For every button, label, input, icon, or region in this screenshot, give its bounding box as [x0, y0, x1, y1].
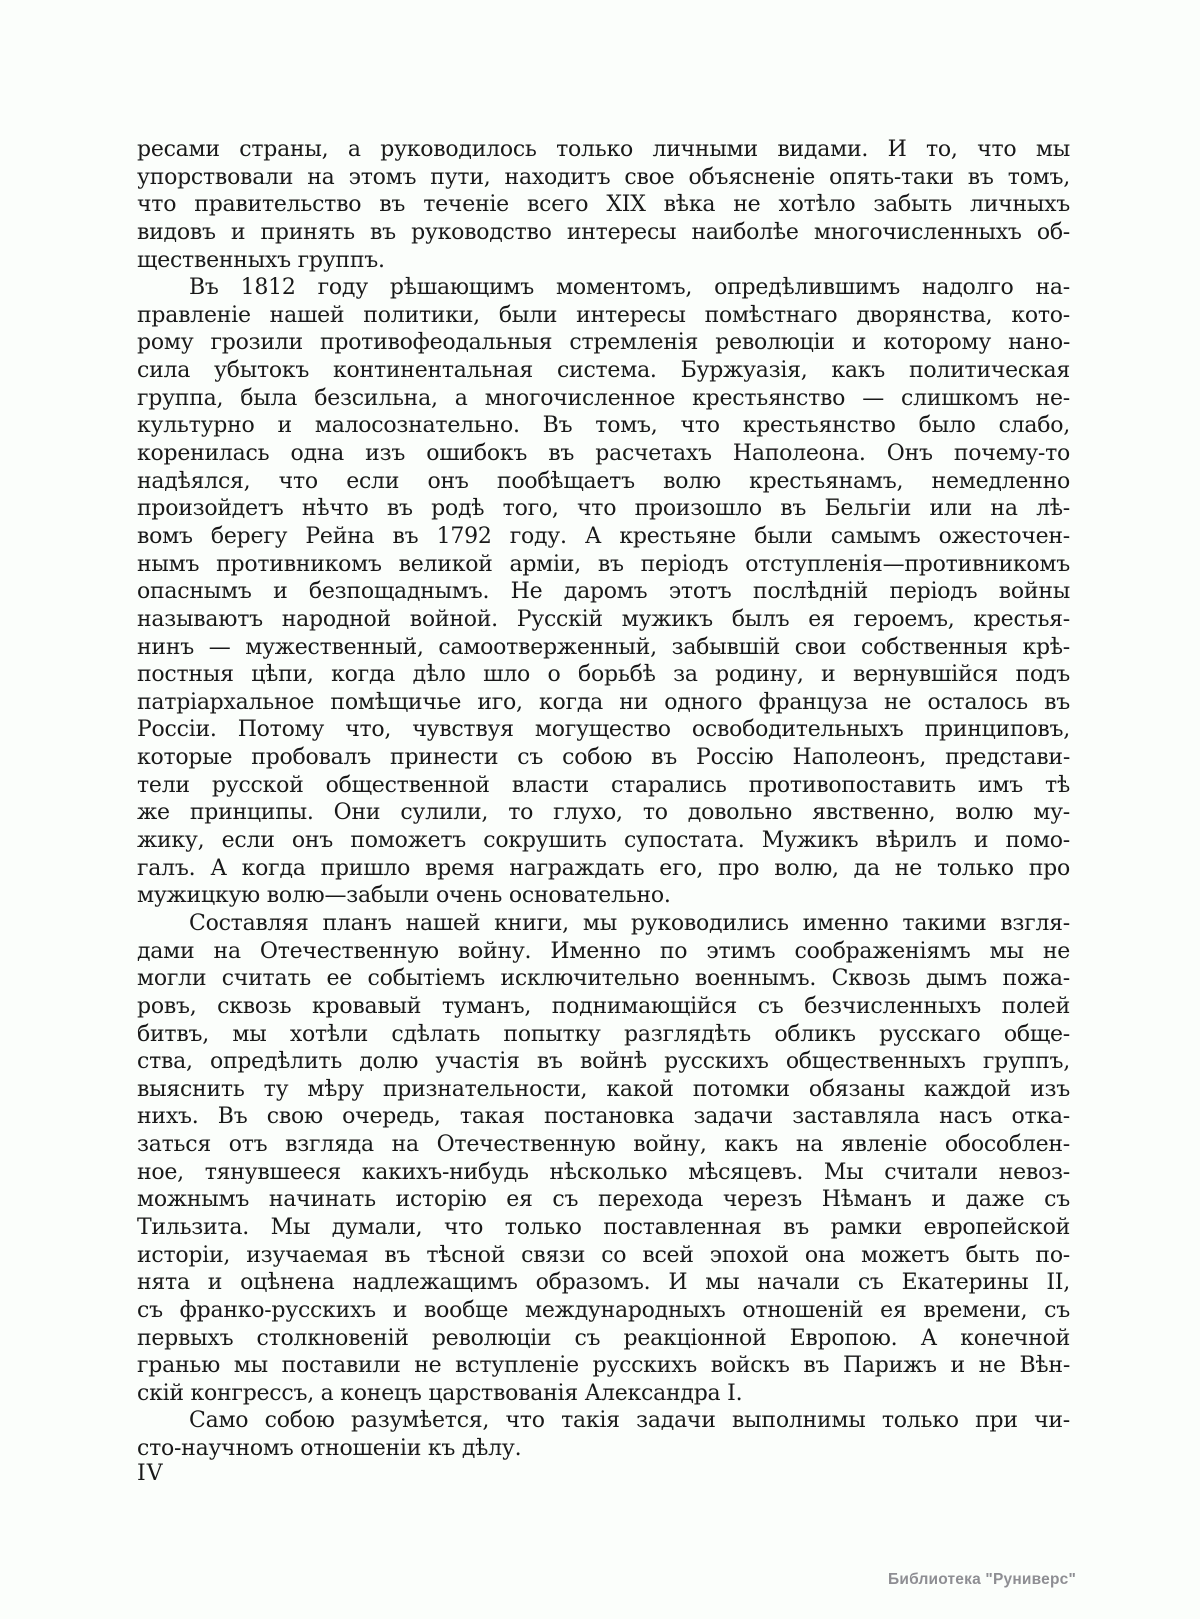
- text-line: мужицкую волю—забыли очень основательно.: [137, 883, 671, 909]
- text-line: Составляя планъ нашей книги, мы руководились именно такими взгля-: [189, 910, 1070, 936]
- text-line: вомъ берегу Рейна въ 1792 году. А крестьяне были самымъ ожесточен-: [137, 523, 1070, 549]
- page-number: IV: [137, 1461, 164, 1486]
- text-line: выяснить ту мѣру признательности, какой потомки обязаны каждой изъ: [137, 1076, 1070, 1102]
- library-watermark: Библиотека "Руниверс": [888, 1571, 1076, 1588]
- text-line: что правительство въ теченіе всего XIX вѣка не хотѣло забыть личныхъ: [137, 192, 1070, 218]
- text-line: Само собою разумѣется, что такія задачи выполнимы только при чи-: [189, 1408, 1070, 1434]
- text-line: нинъ — мужественный, самоотверженный, забывшій свои собственныя крѣ-: [137, 634, 1070, 660]
- text-line: съ франко-русскихъ и вообще международныхъ отношеній ея времени, съ: [137, 1297, 1070, 1323]
- text-line: коренилась одна изъ ошибокъ въ расчетахъ Наполеона. Онъ почему-то: [137, 441, 1070, 467]
- text-line: исторіи, изучаемая въ тѣсной связи со всей эпохой она можетъ быть по-: [137, 1242, 1070, 1268]
- text-line: первыхъ столкновеній революціи съ реакціонной Европою. А конечной: [137, 1325, 1070, 1351]
- text-line: рому грозили противофеодальныя стремленія революціи и которому нано-: [137, 330, 1070, 356]
- text-line: правленіе нашей политики, были интересы помѣстнаго дворянства, кото-: [137, 302, 1070, 328]
- text-line: видовъ и принять въ руководство интересы наиболѣе многочисленныхъ об-: [137, 219, 1070, 245]
- text-line: ства, опредѣлить долю участія въ войнѣ русскихъ общественныхъ группъ,: [137, 1049, 1070, 1075]
- text-line: называютъ народной войной. Русскій мужикъ былъ ея героемъ, крестья-: [137, 606, 1070, 632]
- text-line: тели русской общественной власти старались противопоставить имъ тѣ: [137, 772, 1070, 798]
- text-line: группа, была безсильна, а многочисленное крестьянство — слишкомъ не-: [137, 385, 1070, 411]
- text-line: нымъ противникомъ великой арміи, въ періодъ отступленія—противникомъ: [137, 551, 1070, 577]
- text-line: ресами страны, а руководилось только личными видами. И то, что мы: [137, 137, 1070, 162]
- text-line: Въ 1812 году рѣшающимъ моментомъ, опредѣлившимъ надолго на-: [189, 275, 1070, 301]
- text-line: культурно и малосознательно. Въ томъ, что крестьянство было слабо,: [137, 413, 1070, 439]
- text-line: нята и оцѣнена надлежащимъ образомъ. И мы начали съ Екатерины II,: [137, 1270, 1070, 1296]
- text-line: жику, если онъ поможетъ сокрушить супостата. Мужикъ вѣрилъ и помо-: [137, 828, 1070, 854]
- text-line: заться отъ взгляда на Отечественную войну, какъ на явленіе обособлен-: [137, 1132, 1070, 1158]
- body-text: [137, 136, 1070, 1463]
- text-line: ное, тянувшееся какихъ-нибудь нѣсколько мѣсяцевъ. Мы считали невоз-: [137, 1159, 1070, 1185]
- text-line: битвъ, мы хотѣли сдѣлать попытку разглядѣть обликъ русскаго обще-: [137, 1021, 1070, 1047]
- text-line: постныя цѣпи, когда дѣло шло о борьбѣ за родину, и вернувшійся подъ: [137, 662, 1070, 688]
- text-line: дами на Отечественную войну. Именно по этимъ соображеніямъ мы не: [137, 938, 1070, 964]
- text-line: галъ. А когда пришло время награждать его, про волю, да не только про: [137, 855, 1070, 881]
- text-line: которые пробовалъ принести съ собою въ Россію Наполеонъ, представи-: [137, 745, 1070, 771]
- text-line: произойдетъ нѣчто въ родѣ того, что произошло въ Бельгіи или на лѣ-: [137, 496, 1070, 522]
- text-line: Тильзита. Мы думали, что только поставленная въ рамки европейской: [137, 1214, 1070, 1240]
- text-line: сила убытокъ континентальная система. Буржуазія, какъ политическая: [137, 358, 1070, 384]
- text-line: упорствовали на этомъ пути, находитъ свое объясненіе опять-таки въ томъ,: [137, 164, 1070, 190]
- text-line: опаснымъ и безпощаднымъ. Не даромъ этотъ послѣдній періодъ войны: [137, 579, 1070, 605]
- text-line: могли считать ее событіемъ исключительно военнымъ. Сквозь дымъ пожа-: [137, 966, 1070, 992]
- text-line: щественныхъ группъ.: [137, 247, 385, 273]
- text-line: надѣялся, что если онъ пообѣщаетъ волю крестьянамъ, немедленно: [137, 468, 1070, 494]
- text-line: нихъ. Въ свою очередь, такая постановка задачи заставляла насъ отка-: [137, 1104, 1070, 1130]
- text-line: скій конгрессъ, а конецъ царствованія Александра I.: [137, 1380, 743, 1406]
- text-line: ровъ, сквозь кровавый туманъ, поднимающійся съ безчисленныхъ полей: [137, 993, 1070, 1019]
- text-line: сто-научномъ отношеніи къ дѣлу.: [137, 1436, 522, 1462]
- text-line: патріархальное помѣщичье иго, когда ни одного француза не осталось въ: [137, 689, 1070, 715]
- text-line: можнымъ начинать исторію ея съ перехода черезъ Нѣманъ и даже съ: [137, 1187, 1070, 1213]
- text-line: гранью мы поставили не вступленіе русскихъ войскъ въ Парижъ и не Вѣн-: [137, 1353, 1070, 1379]
- text-line: же принципы. Они сулили, то глухо, то довольно явственно, волю му-: [137, 800, 1070, 826]
- text-line: Россіи. Потому что, чувствуя могущество освободительныхъ принциповъ,: [137, 717, 1070, 743]
